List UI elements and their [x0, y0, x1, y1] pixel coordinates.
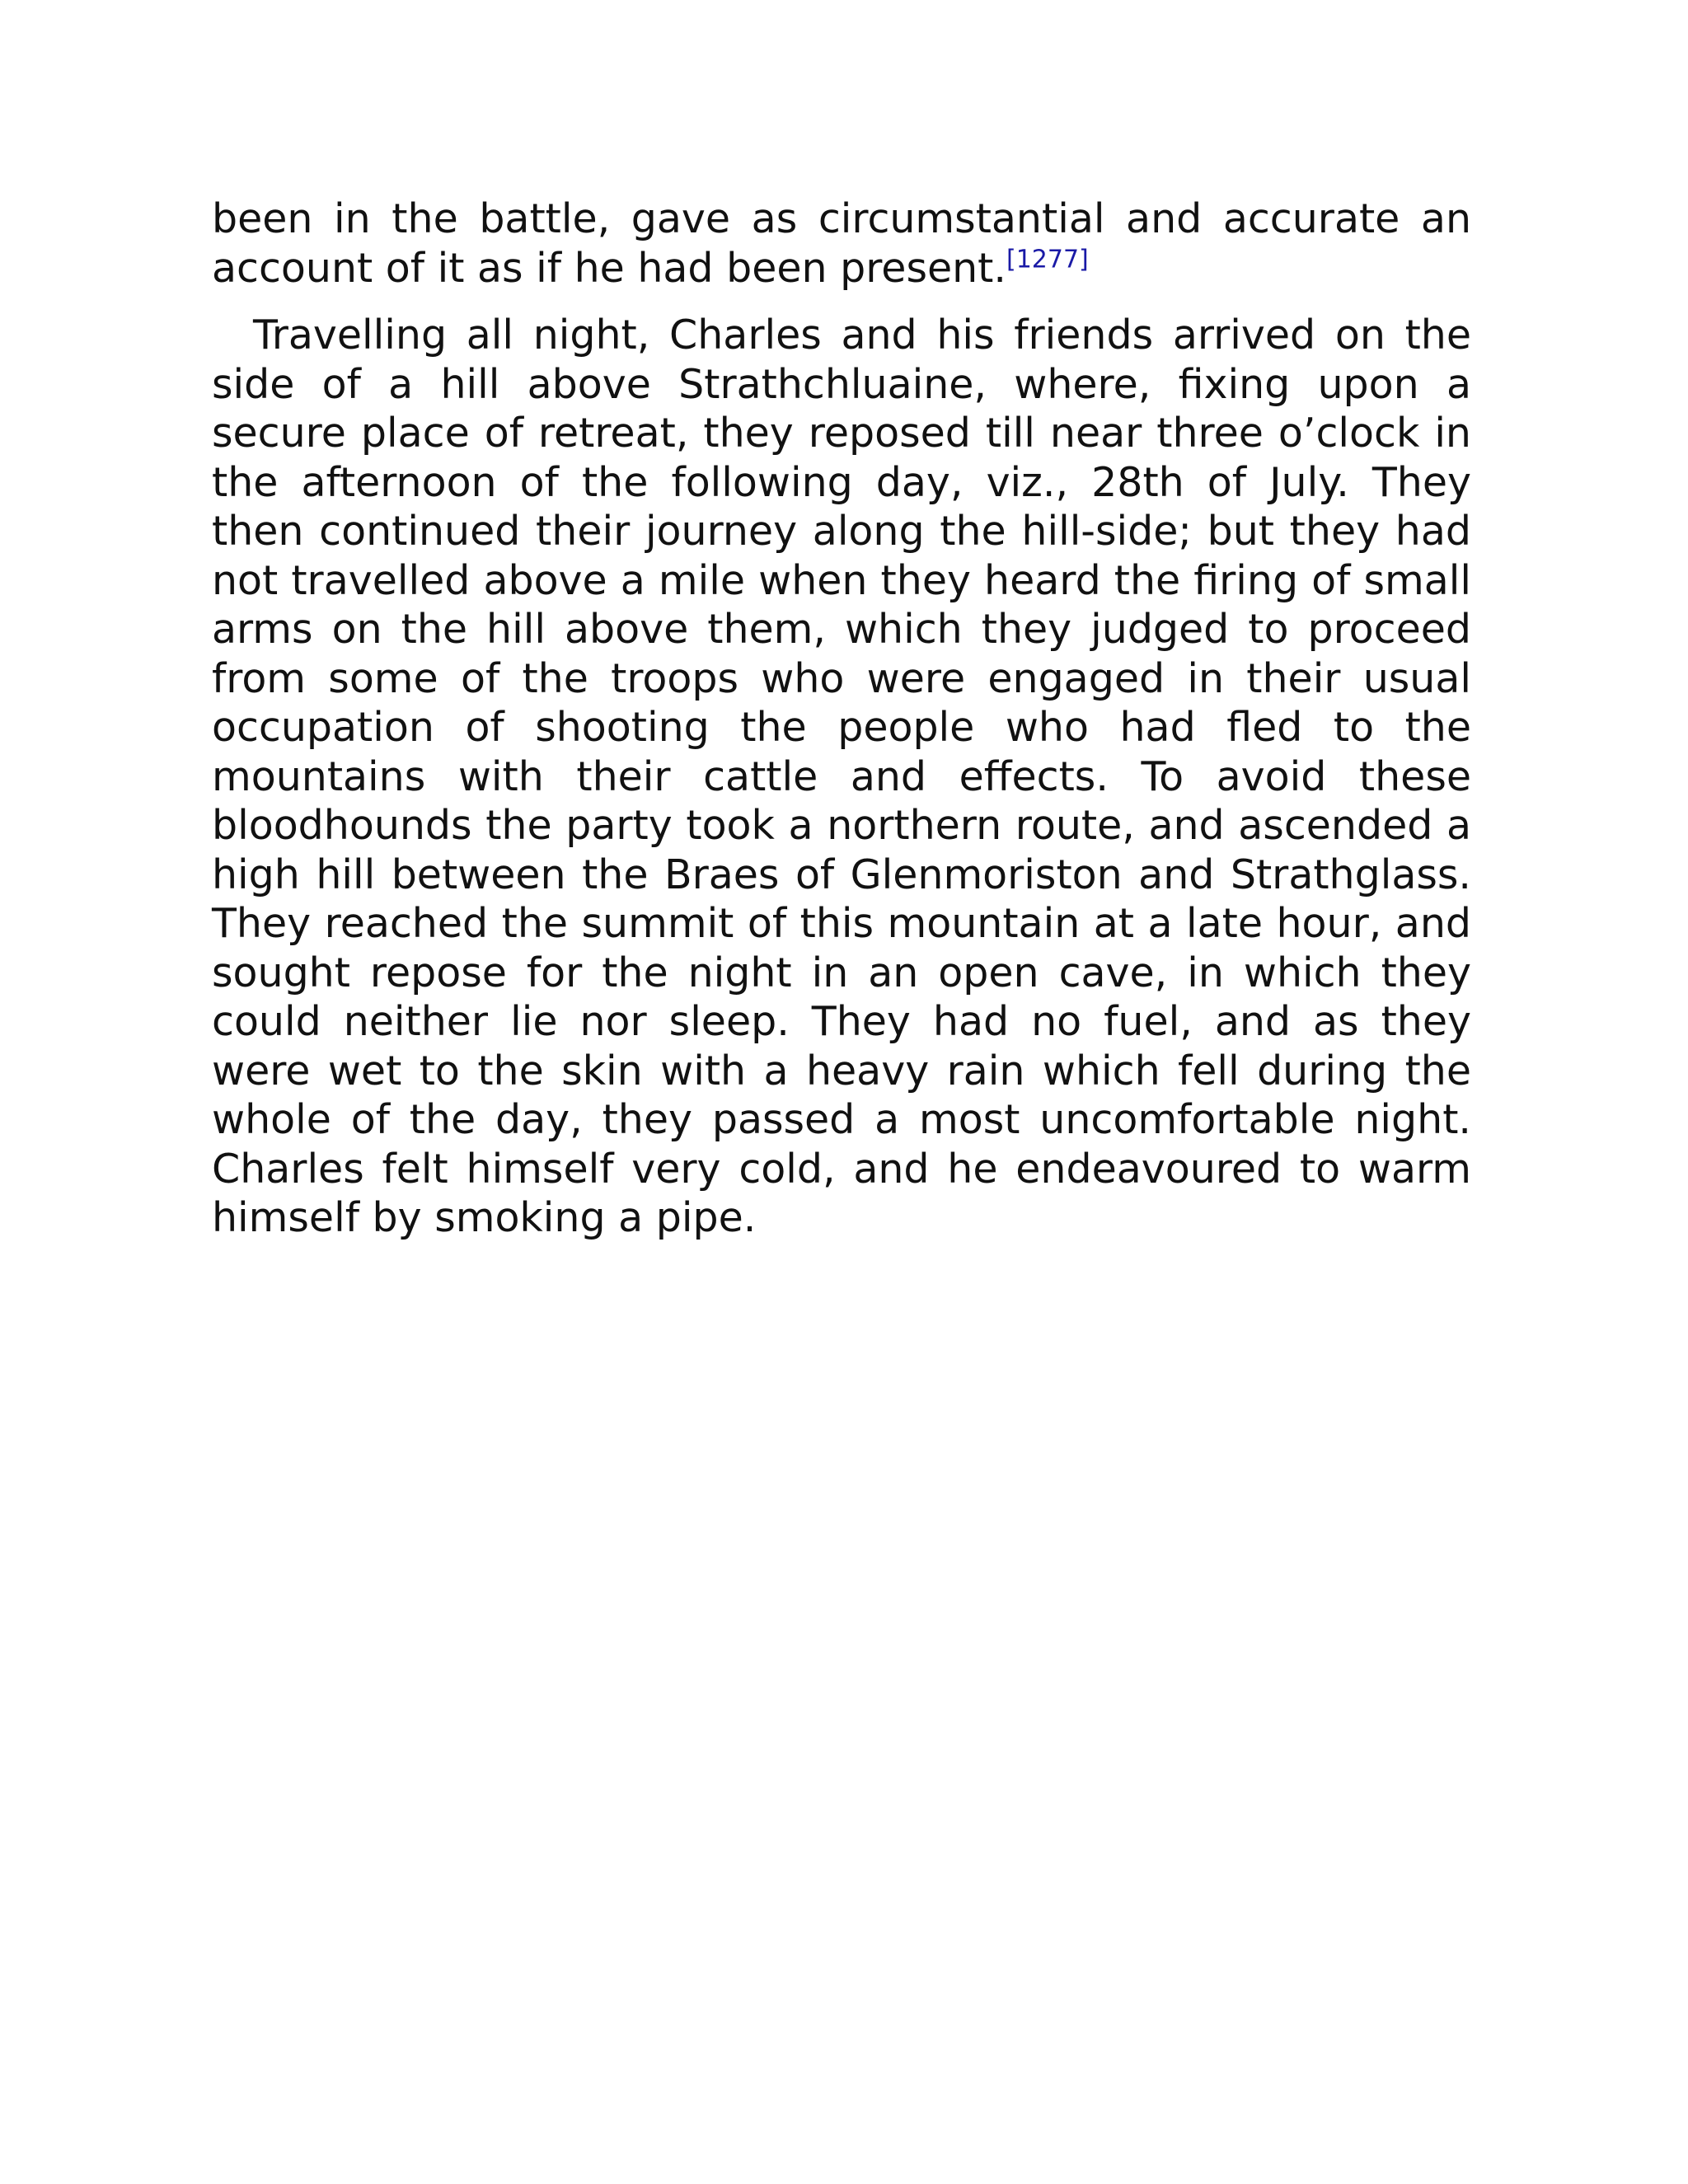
body-text — [212, 194, 1471, 1243]
paragraph-text: Travelling all night, Charles and his friends arrived on the side of a hill above Strathchluaine, where, fixing upon a secure place of retreat, they reposed till near three o’clock in the afternoon of the following day, viz., 28th of July. They then continued their journey along the hill-side; but they had not travelled above a mile when they heard the firing of small arms on the hill above them, which they judged to proceed from some of the troops who were engaged in their usual occupation of shooting the people who had fled to the mountains with their cattle and effects. To avoid these bloodhounds the party took a northern route, and ascended a high hill between the Braes of Glenmoriston and Strathglass. They reached the summit of this mountain at a late hour, and sought repose for the night in an open cave, in which they could neither lie nor sleep. They had no fuel, and as they were wet to the skin with a heavy rain which fell during the whole of the day, they passed a most uncomfortable night. Charles felt himself very cold, and he endeavoured to warm himself by smoking a pipe. — [212, 312, 1471, 1241]
paragraph — [212, 311, 1471, 1243]
footnote-link[interactable]: [1277] — [1006, 245, 1089, 274]
paragraph-continued — [212, 194, 1471, 293]
paragraph-text: been in the battle, gave as circumstantial and accurate an account of it as if he had been present. — [212, 195, 1471, 292]
